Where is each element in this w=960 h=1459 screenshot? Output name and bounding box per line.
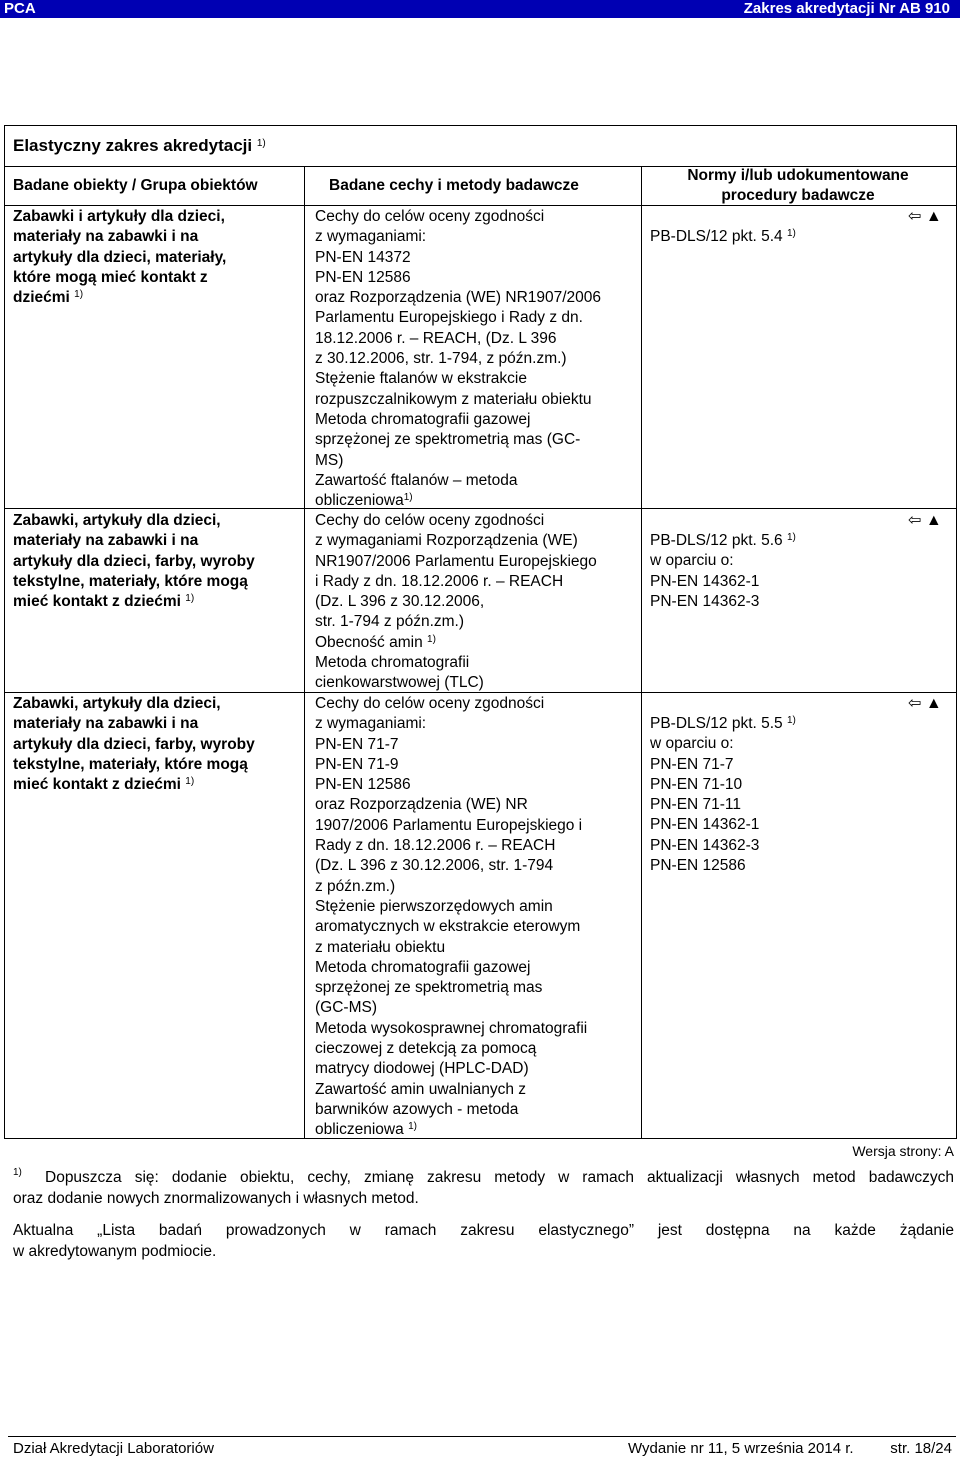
page-version: Wersja strony: A <box>852 1143 954 1159</box>
row1-symbols: ⇦ ▲ <box>908 208 942 225</box>
header-right: Zakres akredytacji Nr AB 910 <box>743 0 950 17</box>
footer-left: Dział Akredytacji Laboratoriów <box>13 1440 214 1457</box>
footer-rule <box>8 1436 956 1437</box>
row1-norms: PB-DLS/12 pkt. 5.4 $^{1)}$ <box>650 228 796 245</box>
section-title: Elastyczny zakres akredytacji $^{1)}$ <box>13 136 266 155</box>
row1-methods: Cechy do celów oceny zgodności z wymaganiami: PN-EN 14372 PN-EN 12586 oraz Rozporządzenia (WE) NR1907/2006 Parlamentu Europejskiego i Rady z dn. 18.12.2006 r. – REACH, (Dz. L 396 z 30.12.2006, str. 1-794, z późn.zm.) Stężenie ftalanów w ekstrakcie rozpuszczalnikowym z materiału obiektu Metoda chromatografii gazowej sprzężonej ze spektrometrią mas (GC- MS) Zawartość ftalanów – metoda obliczeniowa$^{1)}$ <box>315 208 602 510</box>
note1-line1: Dopuszcza się: dodanie obiektu, cechy, zmianę zakresu metody w ramach aktualizacji własnych metod badawczych <box>45 1169 954 1186</box>
row2-symbols: ⇦ ▲ <box>908 512 942 529</box>
note2-line2: w akredytowanym podmiocie. <box>13 1243 217 1260</box>
column-header-objects: Badane obiekty / Grupa obiektów <box>13 177 258 194</box>
column-divider <box>641 166 642 1139</box>
row2-methods: Cechy do celów oceny zgodności z wymaganiami Rozporządzenia (WE) NR1907/2006 Parlamentu Europejskiego i Rady z dn. 18.12.2006 r. – REACH (Dz. L 396 z 30.12.2006, str. 1-794 z późn.zm.) Obecność amin $^{1)}$ Metoda chromatografii cienkowarstwowej (TLC) <box>315 512 597 692</box>
row3-methods: Cechy do celów oceny zgodności z wymaganiami: PN-EN 71-7 PN-EN 71-9 PN-EN 12586 oraz Rozporządzenia (WE) NR 1907/2006 Parlamentu Europejskiego i Rady z dn. 18.12.2006 r. – REACH (Dz. L 396 z 30.12.2006, str. 1-794 z późn.zm.) Stężenie pierwszorzędowych amin aromatycznych w ekstrakcie eterowym z materiału obiektu Metoda chromatografii gazowej sprzężonej ze spektrometrią mas (GC-MS) Metoda wysokosprawnej chromatografii cieczowej z detekcją za pomocą matrycy diodowej (HPLC-DAD) Zawartość amin uwalnianych z barwników azowych - metoda obliczeniowa $^{1)}$ <box>315 695 588 1139</box>
row2-norms: PB-DLS/12 pkt. 5.6 $^{1)}$ w oparciu o: PN-EN 14362-1 PN-EN 14362-3 <box>650 532 796 610</box>
note-marker: 1) <box>13 1167 22 1178</box>
note1-line2: oraz dodanie nowych znormalizowanych i własnych metod. <box>13 1190 419 1207</box>
row3-symbols: ⇦ ▲ <box>908 695 942 712</box>
header-bar <box>0 0 960 18</box>
row2-objects: Zabawki, artykuły dla dzieci, materiały na zabawki i na artykuły dla dzieci, farby, wyroby tekstylne, materiały, które mogą mieć kontakt z dziećmi $^{1)}$ <box>13 512 255 611</box>
row1-objects: Zabawki i artykuły dla dzieci, materiały na zabawki i na artykuły dla dzieci, materiały, które mogą mieć kontakt z dziećmi $^{1)}$ <box>13 208 227 307</box>
column-header-methods: Badane cechy i metody badawcze <box>329 177 579 194</box>
note2-line1: Aktualna „Lista badań prowadzonych w ramach zakresu elastycznego” jest dostępna na każde żądanie <box>13 1222 954 1239</box>
header-left: PCA <box>4 0 36 17</box>
column-header-norms: Normy i/lub udokumentowane procedury badawcze <box>687 167 909 205</box>
row3-norms: PB-DLS/12 pkt. 5.5 $^{1)}$ w oparciu o: PN-EN 71-7 PN-EN 71-10 PN-EN 71-11 PN-EN 14362-1 PN-EN 14362-3 PN-EN 12586 <box>650 715 796 875</box>
column-divider <box>304 166 305 1139</box>
footer-right: str. 18/24 <box>890 1440 952 1457</box>
row3-objects: Zabawki, artykuły dla dzieci, materiały na zabawki i na artykuły dla dzieci, farby, wyroby tekstylne, materiały, które mogą mieć kontakt z dziećmi $^{1)}$ <box>13 695 255 794</box>
footer-middle: Wydanie nr 11, 5 września 2014 r. <box>628 1440 854 1457</box>
